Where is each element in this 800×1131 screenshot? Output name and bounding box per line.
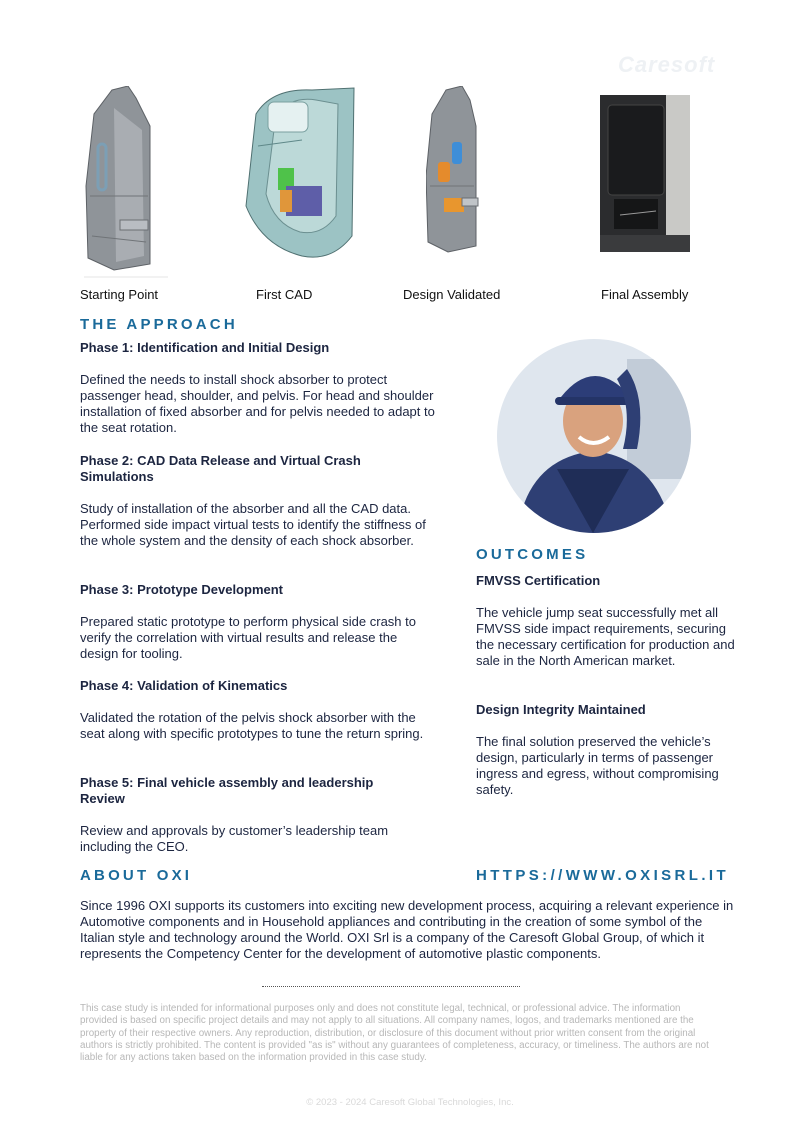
figure-design-validated (426, 86, 480, 254)
assembly-photo (600, 95, 690, 252)
panel-render-image (84, 86, 168, 278)
phase-4-heading: Phase 4: Validation of Kinematics (80, 678, 288, 693)
caresoft-logo-watermark: Caresoft (618, 52, 716, 77)
caption-starting-point: Starting Point (80, 287, 159, 302)
phase-5-heading: Phase 5: Final vehicle assembly and leadership Review (80, 775, 374, 806)
phase-5-body: Review and approvals by customer’s leadership team including the CEO. (80, 823, 389, 854)
phase-4-body: Validated the rotation of the pelvis shock absorber with the seat along with specific prototypes to tune the return spring. (80, 710, 424, 741)
outcome-2-heading: Design Integrity Maintained (476, 702, 646, 717)
worker-portrait (497, 339, 691, 533)
figure-starting-point (84, 86, 168, 278)
caption-final-assembly: Final Assembly (601, 287, 689, 302)
disclaimer: This case study is intended for informational purposes only and does not constitute legal, technical, or professional advice. The information provided is based on specific project details and may not apply to all situations. All company names, logos, and trademarks mentioned are the property of their respective owners. Any reproduction, distribution, or disclosure of this document without prior written consent from the original authors is strictly prohibited. The content is provided "as is" without any guarantees of completeness, accuracy, or timeliness. The authors are not liable for any actions taken based on the information provided in this case study. (80, 1003, 709, 1064)
copyright: © 2023 - 2024 Caresoft Global Technologies, Inc. (306, 1097, 514, 1108)
phase-1-body: Defined the needs to install shock absorber to protect passenger head, shoulder, and pelvis. For head and shoulder installation of fixed absorber and for pelvis needed to adapt to the seat rotation. (80, 372, 435, 435)
divider (262, 986, 520, 987)
phase-3-body: Prepared static prototype to perform physical side crash to verify the correlation with virtual results and release the design for tooling. (80, 614, 416, 661)
about-body: Since 1996 OXI supports its customers into exciting new development process, acquiring a relevant experience in Automotive components and in Household appliances and contributing in the creation of some symbol of the Italian style and technology around the World. OXI Srl is a company of the Caresoft Global Group, of which it represents the Competency Center for the development of automotive plastic components. (80, 898, 734, 961)
outcome-1-heading: FMVSS Certification (476, 573, 601, 588)
phase-2-heading: Phase 2: CAD Data Release and Virtual Crash Simulations (80, 453, 361, 484)
validated-render-image (426, 86, 480, 254)
cad-render-image (242, 86, 356, 262)
outcome-1-body: The vehicle jump seat successfully met all FMVSS side impact requirements, securing the necessary certification for production and sale in the North American market. (476, 605, 735, 668)
approach-title: THE APPROACH (80, 316, 238, 333)
phase-2-body: Study of installation of the absorber and all the CAD data. Performed side impact virtual tests to identify the stiffness of the whole system and the density of each shock absorber. (80, 501, 426, 548)
figure-first-cad (242, 86, 356, 262)
outcome-2-body: The final solution preserved the vehicle’s design, particularly in terms of passenger ingress and egress, without compromising safety. (476, 734, 719, 797)
phase-1-heading: Phase 1: Identification and Initial Design (80, 340, 330, 355)
about-title: ABOUT OXI (80, 867, 193, 884)
figure-final-assembly (600, 95, 690, 252)
caption-design-validated: Design Validated (403, 287, 501, 302)
outcomes-title: OUTCOMES (476, 546, 589, 563)
phase-3-heading: Phase 3: Prototype Development (80, 582, 283, 597)
caption-first-cad: First CAD (256, 287, 313, 302)
portrait-image (497, 339, 691, 533)
website-link[interactable]: HTTPS://WWW.OXISRL.IT (476, 867, 730, 884)
